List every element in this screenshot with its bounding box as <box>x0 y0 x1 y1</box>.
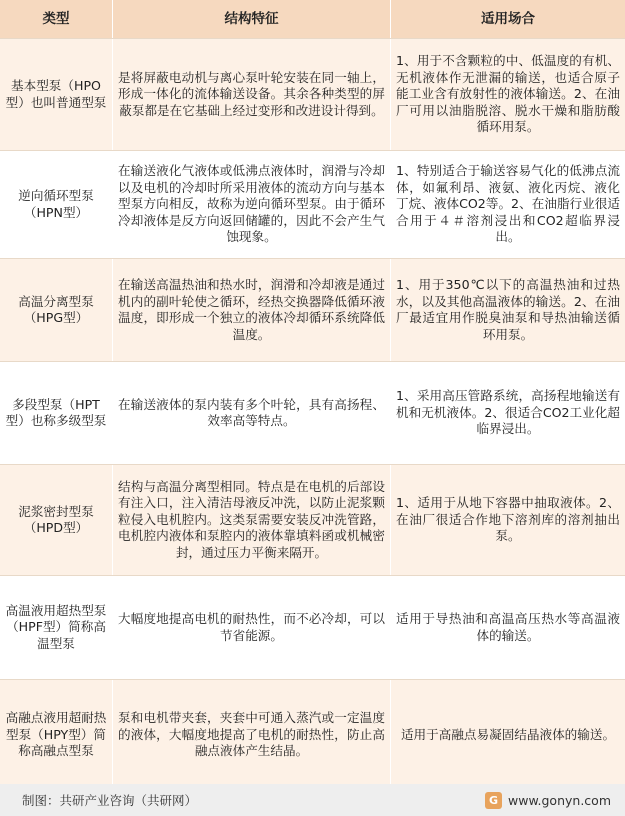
structure-text: 结构与高温分离型相同。特点是在电机的后部设有注入口，注入清洁母液反冲洗，以防止泥浆颗粒侵入电机腔内。这类泵需要安装反冲洗管路，电机腔内液体和泵腔内的液体靠填料函或机械密封，通过压力平衡来隔开。 <box>118 478 385 560</box>
header-structure: 结构特征 <box>113 0 391 38</box>
cell-structure <box>113 39 391 150</box>
gonyn-logo-icon: G <box>485 792 502 809</box>
structure-text: 是将屏蔽电动机与离心泵叶轮安装在同一轴上，形成一体化的流体输送设备。其余各种类型的屏蔽泵都是在它基础上经过变形和改进设计得到。 <box>118 69 385 118</box>
usage-text: 适用于导热油和高温高压热水等高温液体的输送。 <box>396 611 620 643</box>
type-text: 高温液用超热型泵（HPF型）简称高温型泵 <box>5 602 107 651</box>
table-row <box>0 576 625 680</box>
type-text: 逆向循环型泵（HPN型） <box>18 188 94 220</box>
cell-structure <box>113 362 391 464</box>
usage-text: 适用于高融点易凝固结晶液体的输送。 <box>400 726 616 742</box>
usage-text: 1、适用于从地下容器中抽取液体。2、在油厂很适合作地下溶剂库的溶剂抽出泵。 <box>396 495 620 544</box>
cell-type <box>0 680 113 790</box>
site-link[interactable] <box>485 792 611 809</box>
table-row <box>0 259 625 362</box>
table-row <box>0 151 625 259</box>
cell-type <box>0 259 113 361</box>
cell-structure <box>113 259 391 361</box>
cell-usage <box>391 259 625 361</box>
type-text: 多段型泵（HPT型）也称多级型泵 <box>5 396 107 428</box>
usage-text: 1、用于350℃以下的高温热油和过热水，以及其他高温液体的输送。2、在油厂最适宜用作脱臭油泵和导热油输送循环用泵。 <box>396 277 620 342</box>
cell-structure <box>113 465 391 575</box>
site-url: www.gonyn.com <box>508 792 611 808</box>
header-usage: 适用场合 <box>481 10 535 27</box>
cell-usage <box>391 39 625 150</box>
cell-type <box>0 151 113 258</box>
usage-text: 1、用于不含颗粒的中、低温度的有机、无机液体作无泄漏的输送，也适合原子能工业含有放射性的液体输送。2、在油厂可用以油脂脱溶、脱水干燥和脂肪酸循环用泵。 <box>396 53 620 135</box>
cell-usage <box>391 576 625 679</box>
type-text: 基本型泵（HPO型）也叫普通型泵 <box>5 78 107 110</box>
cell-usage <box>391 362 625 464</box>
cell-structure <box>113 680 391 790</box>
type-text: 高温分离型泵（HPG型） <box>18 293 94 325</box>
cell-usage <box>391 151 625 258</box>
structure-text: 在输送液体的泵内装有多个叶轮，具有高扬程、效率高等特点。 <box>118 396 385 428</box>
structure-text: 大幅度地提高电机的耐热性，而不必冷却，可以节省能源。 <box>118 611 385 643</box>
cell-type <box>0 576 113 679</box>
footer-bar <box>0 784 625 816</box>
table-row <box>0 362 625 465</box>
type-text: 高融点液用超耐热型泵（HPY型）简称高融点型泵 <box>5 710 107 759</box>
cell-structure <box>113 151 391 258</box>
table-row <box>0 465 625 576</box>
usage-text: 1、采用高压管路系统，高扬程地输送有机和无机液体。2、很适合CO2工业化超临界浸出。 <box>396 388 620 437</box>
cell-type <box>0 465 113 575</box>
chart-credit: 制图：共研产业咨询（共研网） <box>22 793 198 808</box>
structure-text: 在输送液化气液体或低沸点液体时，润滑与冷却以及电机的冷却时所采用液体的流动方向与基本型泵方向相反，故称为逆向循环型泵。由于循环冷却液体是反方向返回储罐的，因此不会产生气蚀现象。 <box>118 163 385 245</box>
table-header-row <box>0 0 625 39</box>
cell-usage <box>391 465 625 575</box>
usage-text: 1、特别适合于输送容易气化的低沸点流体，如氟利昂、液氨、液化丙烷、液化丁烷、液体CO2等。2、在油脂行业很适合用于４＃溶剂浸出和CO2超临界浸出。 <box>396 163 620 245</box>
structure-text: 在输送高温热油和热水时，润滑和冷却液是通过机内的副叶轮使之循环，经热交换器降低循环液温度，即形成一个独立的液体冷却循环系统降低温度。 <box>118 277 385 342</box>
header-type: 类型 <box>0 0 113 38</box>
structure-text: 泵和电机带夹套，夹套中可通入蒸汽或一定温度的液体，大幅度地提高了电机的耐热性，防止高融点液体产生结晶。 <box>118 710 385 759</box>
table-row <box>0 680 625 790</box>
cell-type <box>0 39 113 150</box>
cell-usage <box>391 680 625 790</box>
cell-type <box>0 362 113 464</box>
type-text: 泥浆密封型泵（HPD型） <box>18 503 94 535</box>
cell-structure <box>113 576 391 679</box>
table-row <box>0 39 625 151</box>
